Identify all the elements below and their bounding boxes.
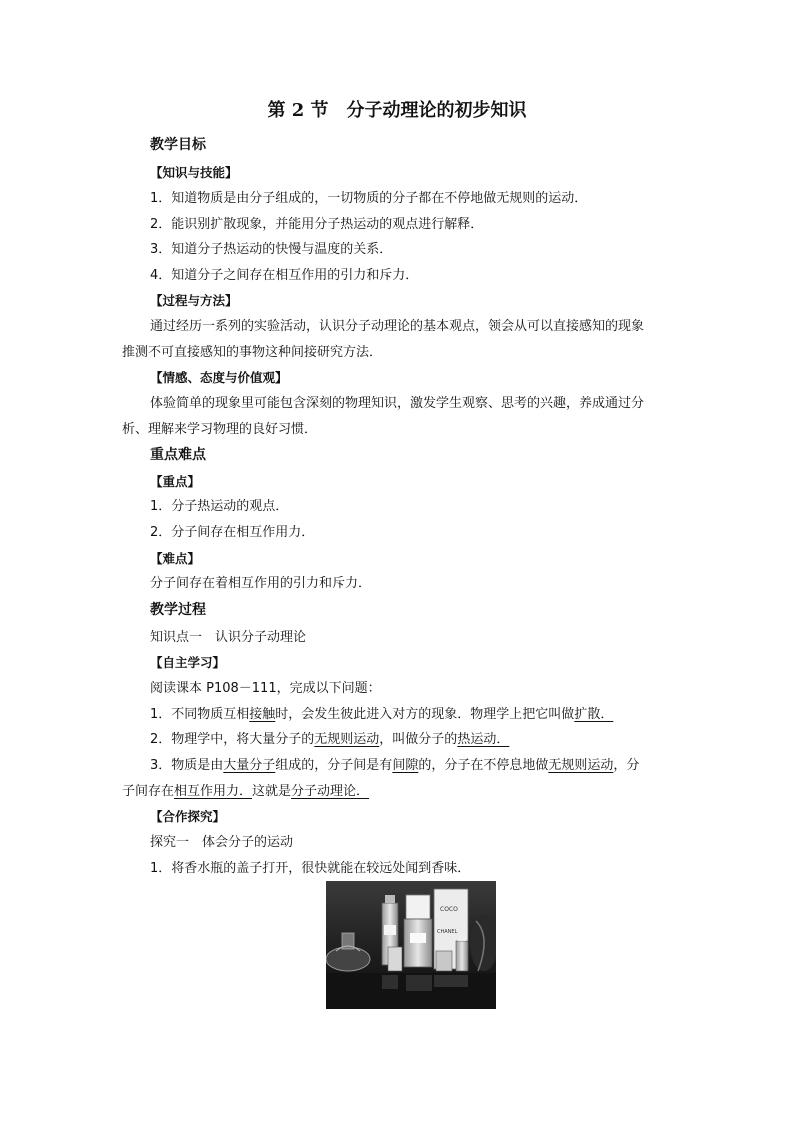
section-heading-goals: 教学目标 bbox=[150, 137, 206, 153]
explore-step-1: 1．将香水瓶的盖子打开，很快就能在较远处闻到香味． bbox=[150, 861, 471, 876]
knowledge-item-1: 1．知道物质是由分子组成的，一切物质的分子都在不停地做无规则的运动． bbox=[150, 191, 588, 206]
section-heading-keypoints: 重点难点 bbox=[150, 447, 206, 463]
tag-difficult: 【难点】 bbox=[150, 551, 201, 566]
q3b-answer-theory: 分子动理论． bbox=[291, 784, 370, 799]
q2-text-a: 2．物理学中，将大量分子的 bbox=[150, 732, 315, 747]
q3b-text-a: 子间存在 bbox=[122, 784, 175, 799]
q3-text-a: 3．物质是由 bbox=[150, 758, 224, 773]
q3-text-g: ，分 bbox=[613, 758, 640, 773]
q2-answer-random-motion: 无规则运动 bbox=[314, 732, 380, 747]
q3-text-c: 组成的，分子间是有 bbox=[275, 758, 393, 773]
explore-title: 探究一 体会分子的运动 bbox=[150, 835, 294, 850]
knowledge-item-3: 3．知道分子热运动的快慢与温度的关系． bbox=[150, 242, 393, 257]
perfume-bottles-photo bbox=[326, 881, 496, 1009]
q3b-text-c: 这就是 bbox=[252, 784, 292, 799]
q1-text-a: 1．不同物质互相 bbox=[150, 707, 250, 722]
tag-self-study: 【自主学习】 bbox=[150, 655, 226, 670]
key-item-1: 1．分子热运动的观点． bbox=[150, 499, 289, 514]
emotion-text-1: 体验简单的现象里可能包含深刻的物理知识，激发学生观察、思考的兴趣，养成通过分 bbox=[150, 396, 645, 411]
question-3-cont bbox=[122, 783, 369, 801]
question-1 bbox=[150, 706, 613, 724]
tag-key: 【重点】 bbox=[150, 474, 201, 489]
q2-answer-thermal-motion: 热运动． bbox=[457, 732, 510, 747]
q3-answer-random-motion: 无规则运动 bbox=[548, 758, 614, 773]
question-2 bbox=[150, 731, 509, 749]
process-text-2: 推测不可直接感知的事物这种间接研究方法． bbox=[122, 345, 383, 360]
tag-cooperation: 【合作探究】 bbox=[150, 809, 226, 824]
q2-text-c: ，叫做分子的 bbox=[379, 732, 458, 747]
q1-answer-diffusion: 扩散． bbox=[574, 707, 614, 722]
q3b-answer-force: 相互作用力． bbox=[174, 784, 253, 799]
tag-process: 【过程与方法】 bbox=[150, 293, 238, 308]
q3-text-e: 的，分子在不停息地做 bbox=[418, 758, 549, 773]
q3-answer-gap: 间隙 bbox=[392, 758, 419, 773]
tag-knowledge: 【知识与技能】 bbox=[150, 165, 238, 180]
emotion-text-2: 析、理解来学习物理的良好习惯． bbox=[122, 422, 318, 437]
knowledge-point-title: 知识点一 认识分子动理论 bbox=[150, 630, 307, 645]
tag-emotion: 【情感、态度与价值观】 bbox=[150, 370, 288, 385]
knowledge-item-2: 2．能识别扩散现象，并能用分子热运动的观点进行解释． bbox=[150, 217, 484, 232]
process-text-1: 通过经历一系列的实验活动，认识分子动理论的基本观点，领会从可以直接感知的现象 bbox=[150, 319, 645, 334]
page-title: 第 2 节 分子动理论的初步知识 bbox=[267, 100, 527, 121]
read-instruction: 阅读课本 P108－111，完成以下问题： bbox=[150, 681, 381, 696]
photo-label-coco: COCO bbox=[440, 906, 458, 913]
q1-answer-contact: 接触 bbox=[249, 707, 276, 722]
photo-label-chanel: CHANEL bbox=[437, 929, 458, 935]
key-item-2: 2．分子间存在相互作用力． bbox=[150, 525, 315, 540]
difficult-text: 分子间存在着相互作用的引力和斥力． bbox=[150, 576, 372, 591]
q1-text-c: 时，会发生彼此进入对方的现象．物理学上把它叫做 bbox=[275, 707, 575, 722]
section-heading-process: 教学过程 bbox=[150, 602, 206, 618]
knowledge-item-4: 4．知道分子之间存在相互作用的引力和斥力． bbox=[150, 268, 419, 283]
q3-answer-molecules: 大量分子 bbox=[223, 758, 276, 773]
question-3 bbox=[150, 757, 639, 775]
